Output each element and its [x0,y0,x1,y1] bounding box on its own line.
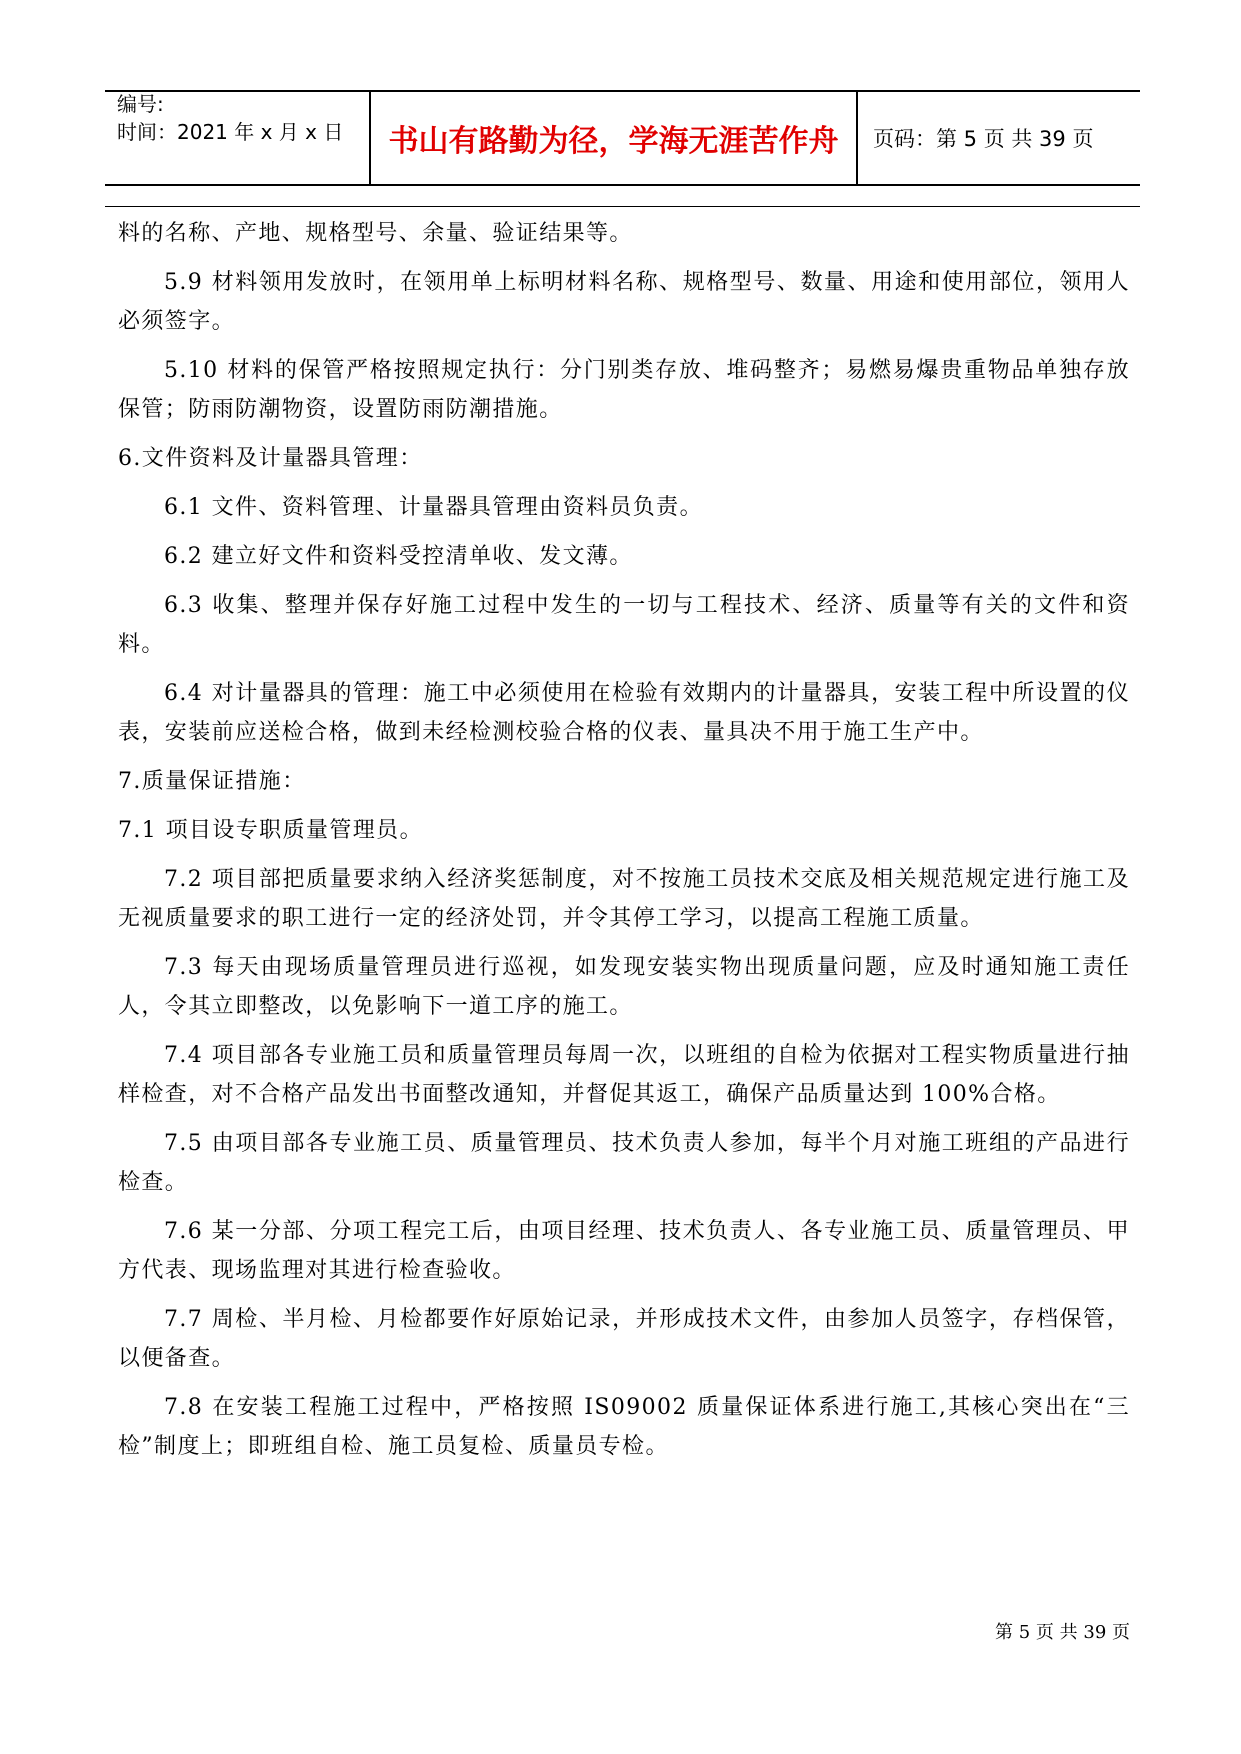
header-motto: 书山有路勤为径，学海无涯苦作舟 [371,92,858,184]
paragraph: 6.文件资料及计量器具管理： [118,446,423,471]
paragraph: 7.5 由项目部各专业施工员、质量管理员、技术负责人参加，每半个月对施工班组的产品进行检查。 [118,1131,1130,1195]
header-page-info: 页码：第 5 页 共 39 页 [873,127,1094,151]
paragraph: 6.4 对计量器具的管理：施工中必须使用在检验有效期内的计量器具，安装工程中所设置的仪表，安装前应送检合格，做到未经检测校验合格的仪表、量具决不用于施工生产中。 [118,681,1130,745]
paragraph: 7.3 每天由现场质量管理员进行巡视，如发现安装实物出现质量问题，应及时通知施工责任人，令其立即整改，以免影响下一道工序的施工。 [118,955,1130,1019]
paragraph: 7.4 项目部各专业施工员和质量管理员每周一次，以班组的自检为依据对工程实物质量进行抽样检查，对不合格产品发出书面整改通知，并督促其返工，确保产品质量达到 100%合格。 [118,1043,1130,1107]
paragraph: 7.质量保证措施： [118,769,306,794]
document-body [118,214,1130,1476]
paragraph: 7.7 周检、半月检、月检都要作好原始记录，并形成技术文件，由参加人员签字，存档保管，以便备查。 [118,1307,1130,1371]
paragraph: 7.1 项目设专职质量管理员。 [118,818,423,843]
page-header [105,90,1140,186]
header-rule [105,206,1140,207]
paragraph: 料的名称、产地、规格型号、余量、验证结果等。 [118,221,633,246]
paragraph: 5.9 材料领用发放时，在领用单上标明材料名称、规格型号、数量、用途和使用部位，领用人必须签字。 [118,270,1130,334]
header-left-cell [105,92,371,184]
paragraph: 6.3 收集、整理并保存好施工过程中发生的一切与工程技术、经济、质量等有关的文件和资料。 [118,593,1130,657]
footer-page-number: 第 5 页 共 39 页 [995,1622,1130,1643]
time-label: 时间：2021 年 x 月 x 日 [117,120,344,144]
paragraph: 6.2 建立好文件和资料受控清单收、发文薄。 [164,544,633,569]
paragraph: 7.8 在安装工程施工过程中，严格按照 IS09002 质量保证体系进行施工,其核心突出在“三检”制度上；即班组自检、施工员复检、质量员专检。 [118,1395,1130,1459]
paragraph: 7.2 项目部把质量要求纳入经济奖惩制度，对不按施工员技术交底及相关规范规定进行施工及无视质量要求的职工进行一定的经济处罚，并令其停工学习，以提高工程施工质量。 [118,867,1130,931]
paragraph: 6.1 文件、资料管理、计量器具管理由资料员负责。 [164,495,703,520]
paragraph: 7.6 某一分部、分项工程完工后，由项目经理、技术负责人、各专业施工员、质量管理员、甲方代表、现场监理对其进行检查验收。 [118,1219,1130,1283]
serial-label: 编号: [117,92,164,116]
paragraph: 5.10 材料的保管严格按照规定执行：分门别类存放、堆码整齐；易燃易爆贵重物品单独存放保管；防雨防潮物资，设置防雨防潮措施。 [118,358,1130,422]
